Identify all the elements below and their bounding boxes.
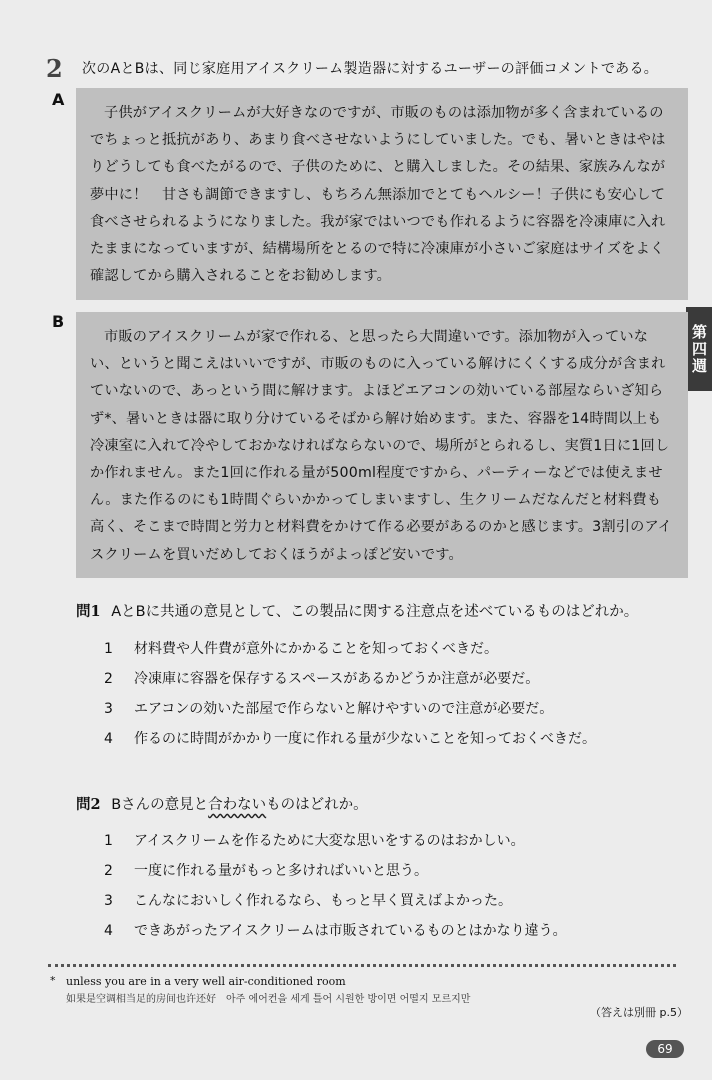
footnote-divider xyxy=(48,964,676,967)
option-number: 2 xyxy=(104,671,113,687)
question-1-text: AとBに共通の意見として、この製品に関する注意点を述べているものはどれか。 xyxy=(111,604,639,620)
instructions: 次のAとBは、同じ家庭用アイスクリーム製造器に対するユーザーの評価コメントである。 xyxy=(82,61,659,77)
option-text: 材料費や人件費が意外にかかることを知っておくべきだ。 xyxy=(134,641,498,657)
option-item[interactable] xyxy=(104,826,567,856)
question-1-label: 問1 xyxy=(76,603,101,620)
option-text: エアコンの効いた部屋で作らないと解けやすいので注意が必要だ。 xyxy=(134,701,554,717)
option-item[interactable] xyxy=(104,856,567,886)
question-2-label: 問2 xyxy=(76,796,101,813)
question-1 xyxy=(76,600,638,621)
option-text: こんなにおいしく作れるなら、もっと早く買えばよかった。 xyxy=(134,893,512,909)
passage-b-text: 市販のアイスクリームが家で作れる、と思ったら大間違いです。添加物が入っていない、というと聞こえはいいですが、市販のものに入っている解けにくくする成分が含まれていないので、あっという間に解けます。よほどエアコンの効いている部屋ならいざ知らず*、暑いときは器に取り分けているそばから解け始めます。また、容器を14時間以上も冷凍室に入れて冷やしておかなければならないので、場所がとられるし、実質1日に1回しか作れません。また1回に作れる量が500ml程度ですから、パーティーなどでは使えません。また作るのにも1時間ぐらいかかってしまいますし、生クリームだなんだと材料費も高く、そこまで時間と労力と材料費をかけて作る必要があるのかと感じます。3割引のアイスクリームを買いだめしておくほうがよっぽど安いです。 xyxy=(90,329,673,563)
option-text: 冷凍庫に容器を保存するスペースがあるかどうか注意が必要だ。 xyxy=(134,671,540,687)
question-2-underlined: 合わない xyxy=(208,797,267,813)
option-text: 一度に作れる量がもっと多ければいいと思う。 xyxy=(134,863,428,879)
week-tab: 第四週 xyxy=(686,307,712,391)
question-1-options xyxy=(104,634,596,754)
option-text: できあがったアイスクリームは市販されているものとはかなり違う。 xyxy=(134,923,567,939)
passage-b xyxy=(76,312,688,578)
option-number: 1 xyxy=(104,833,113,849)
passage-a-label: A xyxy=(52,90,65,109)
question-2-text-before: Bさんの意見と xyxy=(111,797,209,813)
option-item[interactable] xyxy=(104,694,596,724)
answer-reference: （答えは別冊 p.5） xyxy=(590,1006,688,1019)
page-number: 69 xyxy=(646,1040,684,1058)
option-text: 作るのに時間がかかり一度に作れる量が少ないことを知っておくべきだ。 xyxy=(134,731,596,747)
footnote-mark: * xyxy=(50,974,56,987)
option-number: 4 xyxy=(104,731,113,747)
option-item[interactable] xyxy=(104,664,596,694)
question-2 xyxy=(76,793,368,814)
option-number: 4 xyxy=(104,923,113,939)
passage-b-label: B xyxy=(52,312,65,331)
passage-a-text: 子供がアイスクリームが大好きなのですが、市販のものは添加物が多く含まれているのでちょっと抵抗があり、あまり食べさせないようにしていました。でも、暑いときはやはりどうしても食べたがるので、子供のために、と購入しました。その結果、家族みんなが夢中に！ 甘さも調節できますし、もちろん無添加でとてもヘルシー！子供にも安心して食べさせられるようになりました。我が家ではいつでも作れるように容器を冷凍庫に入れたままになっていますが、結構場所をとるので特に冷凍庫が小さいご家庭はサイズをよく確認してから購入されることをお勧めします。 xyxy=(90,105,666,285)
passage-a xyxy=(76,88,688,300)
question-2-options xyxy=(104,826,567,946)
question-2-text-after: ものはどれか。 xyxy=(266,797,368,813)
footnote-english: unless you are in a very well air-conditioned room xyxy=(66,975,346,988)
option-number: 1 xyxy=(104,641,113,657)
option-text: アイスクリームを作るために大変な思いをするのはおかしい。 xyxy=(134,833,525,849)
question-number: 2 xyxy=(46,54,63,83)
option-number: 2 xyxy=(104,863,113,879)
option-item[interactable] xyxy=(104,724,596,754)
option-item[interactable] xyxy=(104,634,596,664)
option-item[interactable] xyxy=(104,916,567,946)
footnote-translations: 如果是空调相当足的房间也许还好 아주 에어컨을 세게 틀어 시원한 방이면 어떨지 모르지만 xyxy=(66,994,471,1005)
option-item[interactable] xyxy=(104,886,567,916)
option-number: 3 xyxy=(104,701,113,717)
option-number: 3 xyxy=(104,893,113,909)
